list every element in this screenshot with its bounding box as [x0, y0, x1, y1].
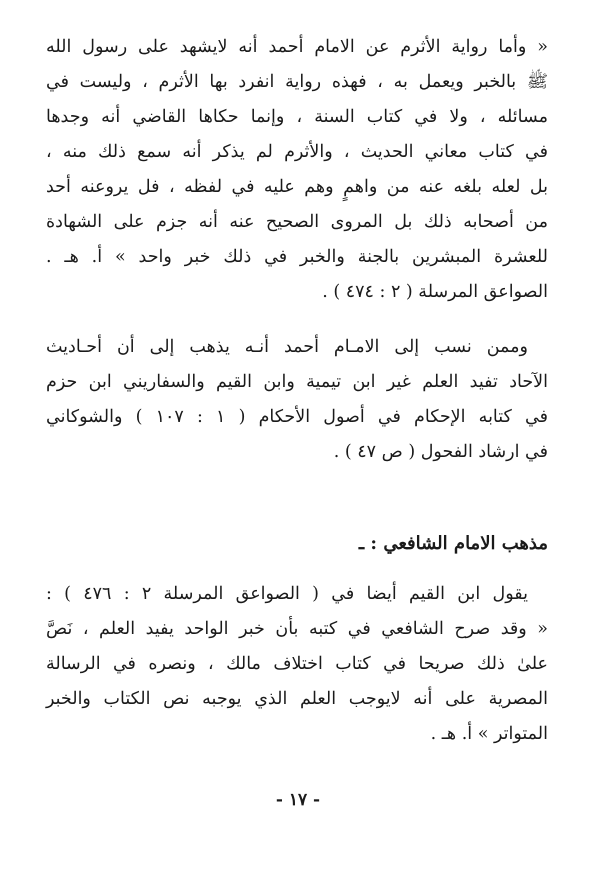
paragraph-ahad-attribution: [46, 330, 548, 470]
text-line: في كتاب معاني الحديث ، والأثرم لم يذكر أنه سمع ذلك منه ،: [46, 142, 548, 162]
paragraph-shafii: [46, 577, 548, 752]
section-heading: مذهب الامام الشافعي : ـ: [358, 533, 548, 554]
citation-line: الصواعق المرسلة ( ٢ : ٤٧٤ ) .: [322, 282, 548, 302]
text-line: بل لعله بلغه عنه من واهمٍ وهم عليه في لفظه ، فل يروعنه أحد: [46, 177, 548, 197]
page-number: - ١٧ -: [275, 790, 321, 810]
text-line: في كتابه الإحكام في أصول الأحكام ( ١ : ١٠٧ ) والشوكاني: [46, 407, 549, 427]
text-line: في ارشاد الفحول ( ص ٤٧ ) .: [333, 442, 548, 462]
text-line: المتواتر » أ. هـ .: [430, 724, 548, 744]
text-line: وممن نسب إلى الامـام أحمد أنـه يذهب إلى أن أحـاديث: [46, 337, 528, 357]
text-line: ﷺ بالخبر ويعمل به ، فهذه رواية انفرد بها الأثرم ، وليست في: [46, 72, 548, 92]
text-line: من أصحابه ذلك بل المروى الصحيح عنه أنه جزم على الشهادة: [46, 212, 548, 232]
text-line: « وأما رواية الأثرم عن الامام أحمد أنه لايشهد على رسول الله: [46, 37, 548, 57]
text-line: علىٰ ذلك صريحا في كتاب اختلاف مالك ، ونصره في الرسالة: [46, 654, 548, 674]
text-line: مسائله ، ولا في كتاب السنة ، وإنما حكاها القاضي أنه وجدها: [46, 107, 548, 127]
text-line: « وقد صرح الشافعي في كتبه بأن خبر الواحد يفيد العلم ، نَصَّ: [46, 619, 548, 639]
text-line: للعشرة المبشرين بالجنة والخبر في ذلك خبر واحد » أ. هـ .: [46, 247, 548, 267]
text-line: يقول ابن القيم أيضا في ( الصواعق المرسلة ٢ : ٤٧٦ ) :: [46, 584, 528, 604]
text-line: الآحاد تفيد العلم غير ابن تيمية وابن القيم والسفاريني ابن حزم: [46, 372, 548, 392]
text-line: المصرية على أنه لايوجب العلم الذي يوجبه نص الكتاب والخبر: [46, 689, 548, 709]
paragraph-ahmad-quote: [46, 30, 548, 310]
